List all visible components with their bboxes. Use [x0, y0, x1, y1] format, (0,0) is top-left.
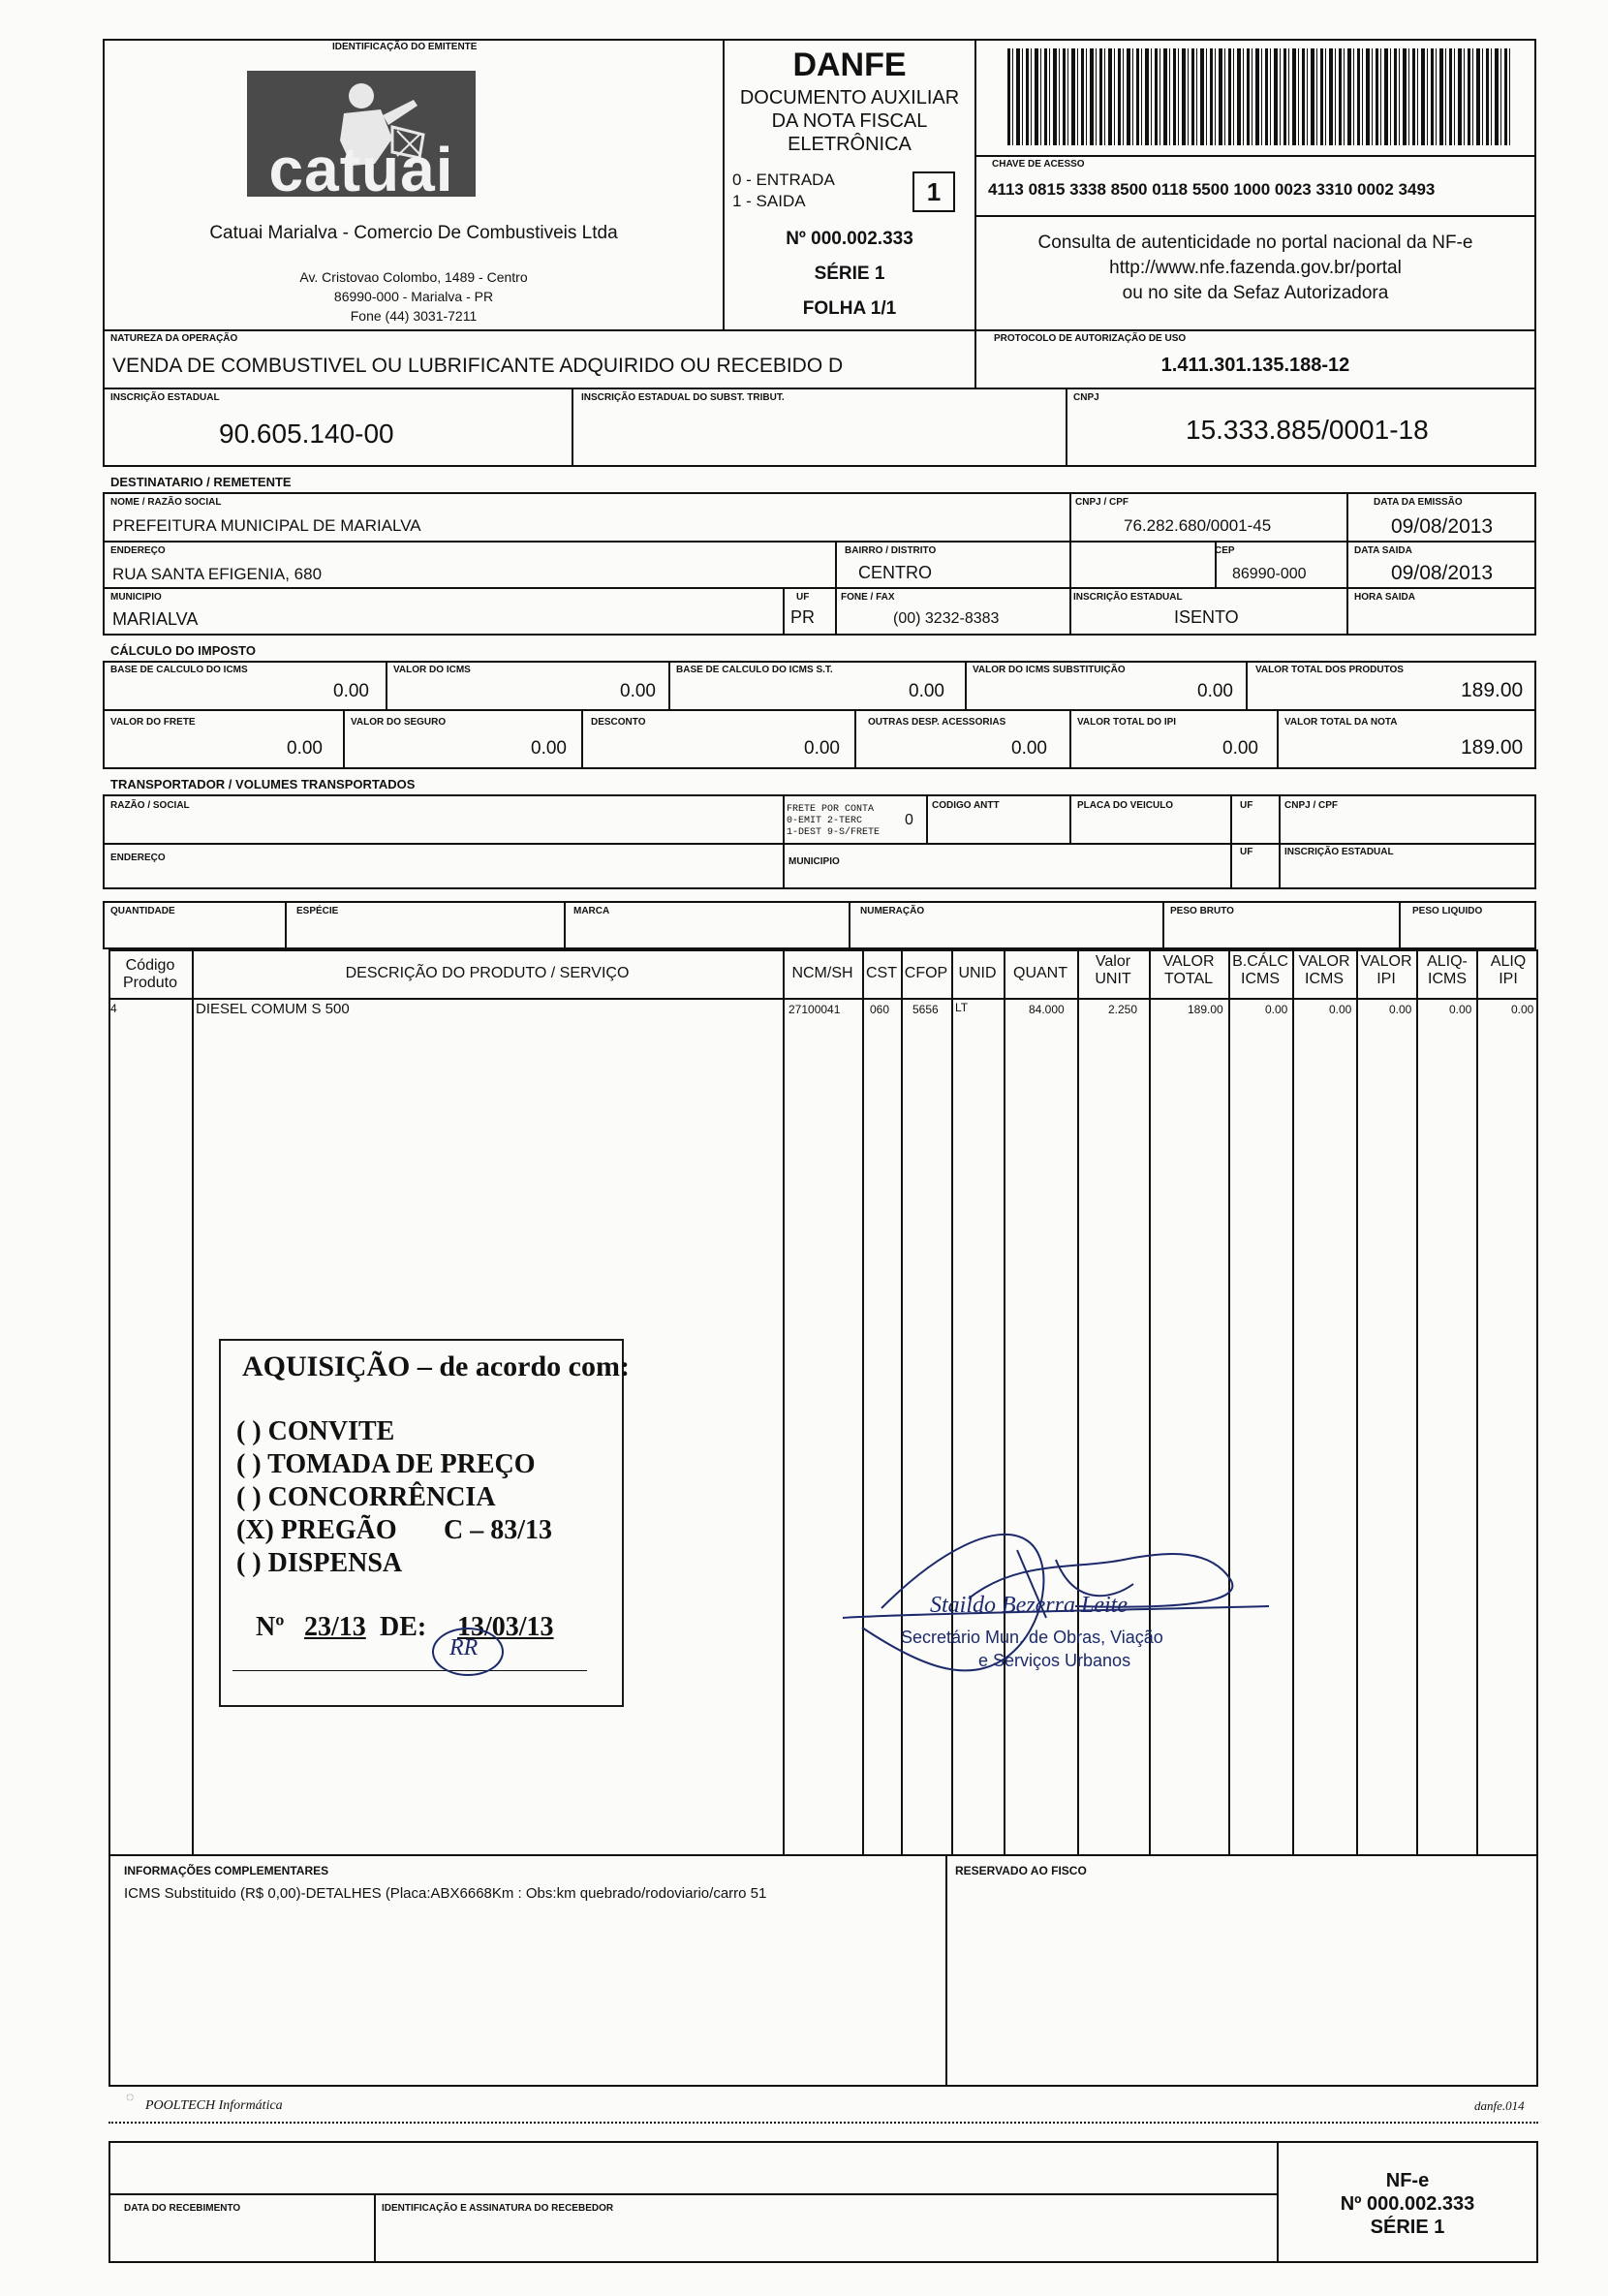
row-cfop: 5656 — [912, 1003, 939, 1016]
ie-st-label: INSCRIÇÃO ESTADUAL DO SUBST. TRIBUT. — [581, 392, 785, 403]
stamp-option-3: ( ) CONCORRÊNCIA — [236, 1482, 496, 1512]
software-icon: ◌ — [126, 2089, 135, 2104]
consulta-line-3: ou no site da Sefaz Autorizadora — [1122, 283, 1389, 303]
peso-liquido-label: PESO LIQUIDO — [1412, 906, 1483, 916]
signature — [823, 1492, 1288, 1705]
emitter-name: Catuai Marialva - Comercio De Combustiveis Ltda — [209, 223, 618, 243]
fisco-label: RESERVADO AO FISCO — [955, 1864, 1087, 1877]
cnpj-value: 15.333.885/0001-18 — [1186, 415, 1429, 445]
danfe-subtitle-2: DA NOTA FISCAL — [771, 110, 928, 132]
hdr-vunit: Valor UNIT — [1095, 953, 1131, 987]
software-version: danfe.014 — [1474, 2098, 1525, 2113]
canhoto-ident-label: IDENTIFICAÇÃO E ASSINATURA DO RECEBEDOR — [382, 2203, 614, 2214]
valor-icms-label: VALOR DO ICMS — [393, 665, 471, 675]
row-vtotal: 189.00 — [1188, 1003, 1223, 1016]
row-quant: 84.000 — [1029, 1003, 1065, 1016]
dest-nome-label: NOME / RAZÃO SOCIAL — [110, 497, 222, 508]
dest-cep-label: CEP — [1215, 545, 1235, 556]
entrada-option: 0 - ENTRADA — [732, 171, 835, 189]
dest-saida: 09/08/2013 — [1391, 562, 1494, 584]
valor-st: 0.00 — [1197, 681, 1233, 701]
emitter-id-label: IDENTIFICAÇÃO DO EMITENTE — [332, 42, 478, 52]
transp-uf2-label: UF — [1240, 847, 1253, 857]
row-descricao: DIESEL COMUM S 500 — [196, 1001, 350, 1017]
dest-ie-label: INSCRIÇÃO ESTADUAL — [1073, 592, 1183, 603]
peso-bruto-label: PESO BRUTO — [1170, 906, 1234, 916]
transp-ie-label: INSCRIÇÃO ESTADUAL — [1284, 847, 1394, 857]
stamp-option-1: ( ) CONVITE — [236, 1416, 395, 1446]
logo-wordmark: catuai — [268, 135, 454, 204]
hdr-descricao: DESCRIÇÃO DO PRODUTO / SERVIÇO — [345, 965, 630, 981]
danfe-folha: FOLHA 1/1 — [802, 298, 897, 319]
dest-cep: 86990-000 — [1232, 566, 1307, 582]
stamp-option-4: (X) PREGÃO — [236, 1515, 397, 1545]
ie-label: INSCRIÇÃO ESTADUAL — [110, 392, 220, 403]
hdr-aipi: ALIQ IPI — [1490, 953, 1527, 987]
dest-endereco-label: ENDEREÇO — [110, 545, 166, 556]
frete-conta-value: 0 — [905, 812, 913, 828]
ipi-label: VALOR TOTAL DO IPI — [1077, 717, 1177, 728]
stamp-initials-text: RR — [449, 1635, 479, 1660]
valor-icms: 0.00 — [620, 681, 656, 701]
hdr-cst: CST — [866, 965, 897, 981]
danfe-subtitle-1: DOCUMENTO AUXILIAR — [739, 87, 960, 109]
total-prod: 189.00 — [1461, 679, 1524, 701]
canhoto-serie: SÉRIE 1 — [1370, 2217, 1445, 2238]
transp-cnpj-label: CNPJ / CPF — [1284, 800, 1339, 811]
dest-bairro: CENTRO — [858, 563, 932, 582]
transp-endereco-label: ENDEREÇO — [110, 853, 166, 863]
dest-ie: ISENTO — [1174, 607, 1239, 627]
desconto-value: 0.00 — [804, 738, 840, 759]
base-st-label: BASE DE CALCULO DO ICMS S.T. — [676, 665, 833, 675]
stamp-title: AQUISIÇÃO – de acordo com: — [242, 1350, 630, 1382]
row-vipi: 0.00 — [1389, 1003, 1412, 1016]
antt-label: CODIGO ANTT — [932, 800, 1000, 811]
base-icms: 0.00 — [333, 681, 369, 701]
destinatario-box — [103, 492, 1536, 636]
emitter-cep-city: 86990-000 - Marialva - PR — [333, 289, 494, 304]
dest-hora-label: HORA SAIDA — [1354, 592, 1415, 603]
info-label: INFORMAÇÕES COMPLEMENTARES — [124, 1864, 329, 1877]
ipi-value: 0.00 — [1222, 738, 1258, 759]
hdr-vicms: VALOR ICMS — [1298, 953, 1350, 987]
protocolo-label: PROTOCOLO DE AUTORIZAÇÃO DE USO — [994, 333, 1187, 344]
row-vicms: 0.00 — [1329, 1003, 1352, 1016]
dest-fone: (00) 3232-8383 — [893, 610, 1000, 627]
dest-uf-label: UF — [796, 592, 810, 603]
dest-cnpj-label: CNPJ / CPF — [1075, 497, 1129, 508]
transp-uf-label: UF — [1240, 800, 1253, 811]
canhoto-nfe: NF-e — [1385, 2170, 1430, 2191]
software-credit: POOLTECH Informática — [145, 2098, 283, 2113]
dest-municipio: MARIALVA — [112, 609, 199, 629]
transp-municipio-label: MUNICIPIO — [789, 856, 840, 867]
row-codigo: 4 — [110, 1002, 117, 1015]
hdr-bcicms: B.CÁLC ICMS — [1232, 953, 1288, 987]
signature-role-1: Secretário Mun. de Obras, Viação — [901, 1628, 1163, 1647]
hdr-ncm: NCM/SH — [791, 965, 853, 981]
seguro-value: 0.00 — [531, 738, 567, 759]
desconto-label: DESCONTO — [591, 717, 646, 728]
hdr-quant: QUANT — [1013, 965, 1067, 981]
base-icms-label: BASE DE CALCULO DO ICMS — [110, 665, 248, 675]
row-bcicms: 0.00 — [1265, 1003, 1288, 1016]
chave-value: 4113 0815 3338 8500 0118 5500 1000 0023 3310 0002 3493 — [988, 180, 1436, 199]
dest-uf: PR — [790, 607, 816, 627]
stamp-numero-prefix: Nº — [256, 1612, 285, 1642]
danfe-numero: Nº 000.002.333 — [786, 229, 913, 249]
stamp-numero: 23/13 — [304, 1612, 366, 1642]
danfe-serie: SÉRIE 1 — [814, 264, 885, 284]
signature-role-2: e Serviços Urbanos — [978, 1651, 1131, 1670]
acquisition-stamp — [219, 1339, 630, 1707]
row-aipi: 0.00 — [1511, 1003, 1534, 1016]
row-ncm: 27100041 — [789, 1003, 841, 1016]
row-vunit: 2.250 — [1108, 1003, 1138, 1016]
frete-value: 0.00 — [287, 738, 323, 759]
dest-emissao: 09/08/2013 — [1391, 515, 1494, 538]
dest-cnpj: 76.282.680/0001-45 — [1124, 516, 1272, 535]
natureza-label: NATUREZA DA OPERAÇÃO — [110, 333, 238, 344]
placa-label: PLACA DO VEICULO — [1077, 800, 1174, 811]
stamp-option-2: ( ) TOMADA DE PREÇO — [236, 1449, 536, 1479]
frete-conta-1: FRETE POR CONTA — [787, 804, 875, 815]
destinatario-section: DESTINATARIO / REMETENTE — [110, 475, 292, 489]
tipo-value: 1 — [926, 177, 942, 206]
danfe-subtitle-3: ELETRÔNICA — [788, 134, 912, 155]
outras-label: OUTRAS DESP. ACESSORIAS — [868, 717, 1006, 728]
total-prod-label: VALOR TOTAL DOS PRODUTOS — [1255, 665, 1404, 675]
transporte-section: TRANSPORTADOR / VOLUMES TRANSPORTADOS — [110, 777, 416, 791]
consulta-line-1: Consulta de autenticidade no portal nacional da NF-e — [1037, 233, 1473, 253]
numeracao-label: NUMERAÇÃO — [860, 906, 925, 916]
dest-endereco: RUA SANTA EFIGENIA, 680 — [112, 565, 323, 583]
cut-line — [108, 2122, 1538, 2124]
signature-name: Staildo Bezerra Leite — [930, 1593, 1128, 1618]
hdr-unid: UNID — [958, 965, 997, 981]
stamp-data: 13/03/13 — [457, 1612, 554, 1642]
cnpj-label: CNPJ — [1073, 392, 1099, 403]
row-unid: LT — [955, 1001, 969, 1014]
chave-label: CHAVE DE ACESSO — [992, 159, 1085, 170]
marca-label: MARCA — [573, 906, 610, 916]
frete-label: VALOR DO FRETE — [110, 717, 196, 728]
base-st: 0.00 — [909, 681, 944, 701]
dest-saida-label: DATA SAIDA — [1354, 545, 1412, 556]
qtd-label: QUANTIDADE — [110, 906, 175, 916]
info-text: ICMS Substituido (R$ 0,00)-DETALHES (Placa:ABX6668Km : Obs:km quebrado/rodoviario/carro 51 — [124, 1885, 767, 1902]
hdr-aicms: ALIQ- ICMS — [1427, 953, 1468, 987]
row-cst: 060 — [870, 1003, 890, 1016]
stamp-option-4-ref: C – 83/13 — [444, 1515, 552, 1545]
barcode — [1007, 48, 1511, 145]
protocolo-value: 1.411.301.135.188-12 — [1160, 355, 1350, 376]
valor-st-label: VALOR DO ICMS SUBSTITUIÇÃO — [973, 665, 1126, 675]
dest-bairro-label: BAIRRO / DISTRITO — [845, 545, 937, 556]
ie-value: 90.605.140-00 — [219, 419, 394, 449]
total-nota-label: VALOR TOTAL DA NOTA — [1284, 717, 1398, 728]
saida-option: 1 - SAIDA — [732, 192, 806, 210]
dest-emissao-label: DATA DA EMISSÃO — [1374, 497, 1463, 508]
frete-conta-2: 0-EMIT 2-TERC — [787, 816, 863, 826]
emitter-phone: Fone (44) 3031-7211 — [350, 308, 478, 324]
company-logo — [247, 71, 476, 204]
natureza-value: VENDA DE COMBUSTIVEL OU LUBRIFICANTE ADQUIRIDO OU RECEBIDO D — [112, 355, 844, 377]
canhoto-numero: Nº 000.002.333 — [1340, 2193, 1475, 2215]
dest-nome: PREFEITURA MUNICIPAL DE MARIALVA — [112, 516, 421, 535]
emitter-address: Av. Cristovao Colombo, 1489 - Centro — [299, 269, 528, 285]
hdr-vtotal: VALOR TOTAL — [1162, 953, 1215, 987]
row-aicms: 0.00 — [1449, 1003, 1472, 1016]
transp-razao-label: RAZÃO / SOCIAL — [110, 800, 190, 811]
frete-conta-3: 1-DEST 9-S/FRETE — [787, 827, 881, 838]
total-nota: 189.00 — [1461, 736, 1524, 759]
dest-municipio-label: MUNICIPIO — [110, 592, 162, 603]
seguro-label: VALOR DO SEGURO — [351, 717, 447, 728]
consulta-line-2: http://www.nfe.fazenda.gov.br/portal — [1109, 258, 1402, 278]
dest-fone-label: FONE / FAX — [841, 592, 895, 603]
stamp-option-5: ( ) DISPENSA — [236, 1548, 403, 1578]
hdr-codigo: Código Produto — [122, 957, 178, 991]
stamp-de-label: DE: — [380, 1612, 427, 1642]
hdr-vipi: VALOR IPI — [1360, 953, 1412, 987]
danfe-title: DANFE — [792, 47, 907, 83]
imposto-section: CÁLCULO DO IMPOSTO — [110, 643, 256, 658]
outras-value: 0.00 — [1011, 738, 1047, 759]
hdr-cfop: CFOP — [904, 965, 948, 981]
especie-label: ESPÉCIE — [296, 906, 339, 916]
canhoto-data-label: DATA DO RECEBIMENTO — [124, 2203, 241, 2214]
